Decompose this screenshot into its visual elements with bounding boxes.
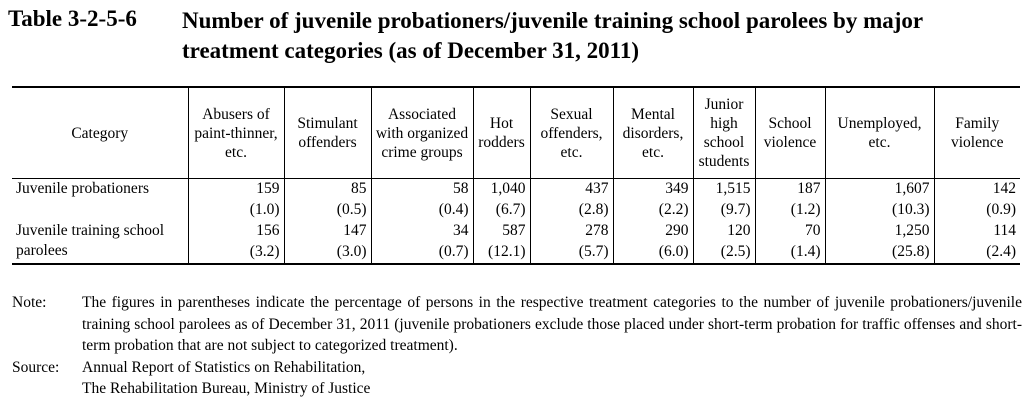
column-header: Junior high school students	[693, 87, 755, 179]
cell-percent: (2.8)	[530, 200, 613, 221]
cell-percent: (6.7)	[473, 200, 530, 221]
column-header-category: Category	[71, 124, 129, 142]
cell-count: 34	[371, 221, 473, 242]
cell-percent: (3.2)	[188, 242, 284, 264]
column-header: Family violence	[934, 87, 1020, 179]
cell-percent: (6.0)	[613, 242, 693, 264]
source-line-1: Annual Report of Statistics on Rehabilitation,	[82, 358, 366, 376]
cell-percent: (1.2)	[755, 200, 825, 221]
column-header: School violence	[755, 87, 825, 179]
table-number: Table 3-2-5-6	[8, 6, 137, 31]
note-text: The figures in parentheses indicate the percentage of persons in the respective treatment categories to the number of juvenile probationers/juvenile training school parolees as of December 31, 2011 (juvenile probationers exclude those placed under short-term probation for traffic offenses and short-term probation that are not subject to categorized treatment).	[82, 294, 1022, 354]
cell-count: 70	[755, 221, 825, 242]
column-header: Associated with organized crime groups	[371, 87, 473, 179]
column-header: Mental disorders, etc.	[613, 87, 693, 179]
column-header: Hot rodders	[473, 87, 530, 179]
cell-count: 85	[284, 179, 371, 201]
cell-count: 1,250	[825, 221, 934, 242]
cell-count: 159	[188, 179, 284, 201]
cell-percent: (3.0)	[284, 242, 371, 264]
cell-percent: (0.4)	[371, 200, 473, 221]
table-row	[12, 179, 1020, 201]
column-header: Sexual offenders, etc.	[530, 87, 613, 179]
cell-count: 278	[530, 221, 613, 242]
data-table	[12, 86, 1020, 265]
cell-percent: (0.9)	[934, 200, 1020, 221]
cell-percent: (9.7)	[693, 200, 755, 221]
note-label: Note:	[12, 294, 47, 311]
cell-count: 114	[934, 221, 1020, 242]
cell-percent: (0.7)	[371, 242, 473, 264]
cell-percent: (2.2)	[613, 200, 693, 221]
cell-percent: (10.3)	[825, 200, 934, 221]
cell-percent: (2.4)	[934, 242, 1020, 264]
cell-percent: (25.8)	[825, 242, 934, 264]
cell-count: 1,607	[825, 179, 934, 201]
row-label: Juvenile probationers	[16, 180, 150, 197]
note	[12, 292, 1022, 357]
cell-count: 187	[755, 179, 825, 201]
cell-count: 290	[613, 221, 693, 242]
cell-count: 120	[693, 221, 755, 242]
header-row	[12, 87, 1020, 179]
cell-percent: (1.4)	[755, 242, 825, 264]
source-line-2: The Rehabilitation Bureau, Ministry of Justice	[82, 380, 371, 397]
table-title-text: Number of juvenile probationers/juvenile training school parolees by major treatment categories (as of December 31, 2011)	[182, 8, 923, 63]
cell-count: 142	[934, 179, 1020, 201]
cell-count: 437	[530, 179, 613, 201]
cell-percent: (0.5)	[284, 200, 371, 221]
column-header: Stimulant offenders	[284, 87, 371, 179]
cell-count: 1,040	[473, 179, 530, 201]
cell-count: 587	[473, 221, 530, 242]
column-header: Abusers of paint-thinner, etc.	[188, 87, 284, 179]
cell-count: 1,515	[693, 179, 755, 201]
table-notes	[12, 292, 1022, 400]
cell-count: 349	[613, 179, 693, 201]
cell-count: 147	[284, 221, 371, 242]
cell-count: 58	[371, 179, 473, 201]
cell-percent: (1.0)	[188, 200, 284, 221]
source-label: Source:	[12, 358, 60, 376]
cell-percent: (5.7)	[530, 242, 613, 264]
row-label: Juvenile training school parolees	[16, 222, 165, 259]
source	[12, 357, 1022, 400]
cell-count: 156	[188, 221, 284, 242]
cell-percent: (12.1)	[473, 242, 530, 264]
table-row	[12, 221, 1020, 242]
cell-percent: (2.5)	[693, 242, 755, 264]
column-header: Unemployed, etc.	[825, 87, 934, 179]
